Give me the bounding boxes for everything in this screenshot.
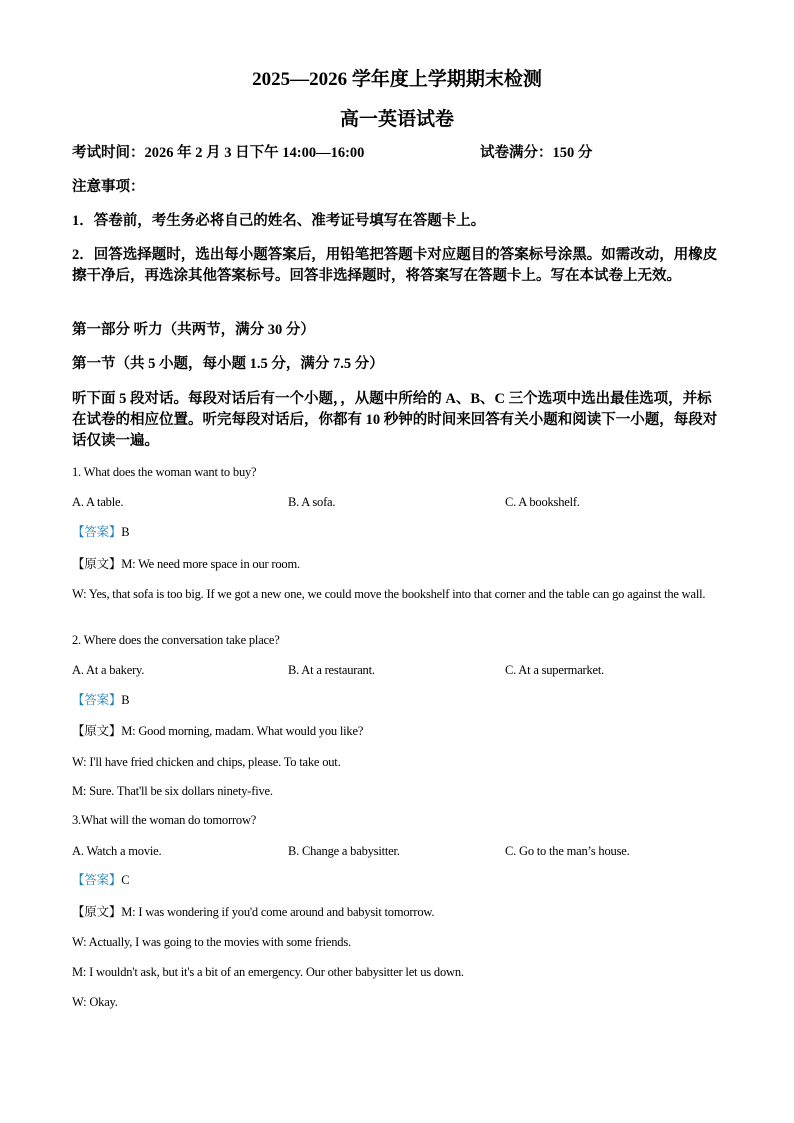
transcript-text: M: Good morning, madam. What would you like? (121, 724, 364, 738)
exam-title: 2025—2026 学年度上学期期末检测 (252, 69, 542, 90)
q3-transcript-line-4: W: Okay. (72, 995, 118, 1009)
answer-bracket-close: 】 (108, 525, 122, 539)
notes-item-2: 2．回答选择题时，选出每小题答案后，用铅笔把答题卡对应题目的答案标号涂黑。如需改动，用橡皮擦干净后，再选涂其他答案标号。回答非选择题时，将答案写在答题卡上。写在本试卷上无效。 (72, 247, 718, 284)
answer-value: B (121, 525, 130, 539)
question-3: 3.What will the woman do tomorrow? (72, 813, 257, 827)
q3-answer (72, 872, 129, 888)
q1-transcript-line-2: W: Yes, that sofa is too big. If we got a new one, we could move the bookshelf into that corner and the table can go against the wall. (72, 587, 706, 601)
q2-option-a: A. At a bakery. (72, 663, 145, 677)
q2-transcript-line-2: W: I'll have fried chicken and chips, please. To take out. (72, 755, 341, 769)
q3-option-c: C. Go to the man’s house. (505, 844, 630, 858)
q2-transcript-line-3: M: Sure. That'll be six dollars ninety-five. (72, 784, 273, 798)
original-label: 【原文】 (72, 724, 122, 738)
original-label: 【原文】 (72, 905, 122, 919)
notes-item-1: 1．答卷前，考生务必将自己的姓名、准考证号填写在答题卡上。 (72, 213, 486, 229)
question-2: 2. Where does the conversation take place? (72, 633, 280, 647)
exam-score: 试卷满分：150 分 (480, 145, 593, 161)
answer-label: 答案 (84, 525, 109, 539)
exam-subtitle: 高一英语试卷 (339, 109, 454, 130)
part1-heading: 第一部分 听力（共两节，满分 30 分） (72, 322, 315, 338)
q2-answer (72, 692, 129, 708)
q1-option-a: A. A table. (72, 495, 124, 509)
q1-option-c: C. A bookshelf. (505, 495, 580, 509)
section1-instructions: 听下面 5 段对话。每段对话后有一个小题，，从题中所给的 A、B、C 三个选项中选出最佳选项，并标在试卷的相应位置。听完每段对话后，你都有 10 秒钟的时间来回答有关小题和阅读下一小题，每段对话仅读一遍。 (72, 391, 718, 449)
answer-bracket-close: 】 (108, 873, 122, 887)
answer-bracket-open: 【 (72, 873, 85, 887)
question-1: 1. What does the woman want to buy? (72, 465, 257, 479)
q3-option-a: A. Watch a movie. (72, 844, 162, 858)
answer-bracket-open: 【 (72, 693, 85, 707)
notes-heading: 注意事项： (72, 179, 145, 195)
answer-label: 答案 (84, 693, 109, 707)
answer-bracket-open: 【 (72, 525, 85, 539)
section1-heading: 第一节（共 5 小题，每小题 1.5 分，满分 7.5 分） (72, 356, 384, 372)
q3-transcript-line-1 (72, 904, 434, 920)
q3-transcript-line-2: W: Actually, I was going to the movies with some friends. (72, 935, 351, 949)
answer-value: B (121, 693, 130, 707)
q1-transcript-line-1 (72, 556, 300, 572)
answer-bracket-close: 】 (108, 693, 122, 707)
q1-option-b: B. A sofa. (288, 495, 336, 509)
answer-value: C (121, 873, 130, 887)
answer-label: 答案 (84, 873, 109, 887)
q2-option-c: C. At a supermarket. (505, 663, 605, 677)
q2-transcript-line-1 (72, 723, 363, 739)
q3-transcript-line-3: M: I wouldn't ask, but it's a bit of an emergency. Our other babysitter let us down. (72, 965, 464, 979)
q3-option-b: B. Change a babysitter. (288, 844, 400, 858)
q2-option-b: B. At a restaurant. (288, 663, 375, 677)
original-label: 【原文】 (72, 557, 122, 571)
exam-time: 考试时间：2026 年 2 月 3 日下午 14:00—16:00 (72, 145, 365, 161)
q1-answer (72, 524, 129, 540)
transcript-text: M: I was wondering if you'd come around and babysit tomorrow. (121, 905, 435, 919)
transcript-text: M: We need more space in our room. (121, 557, 300, 571)
